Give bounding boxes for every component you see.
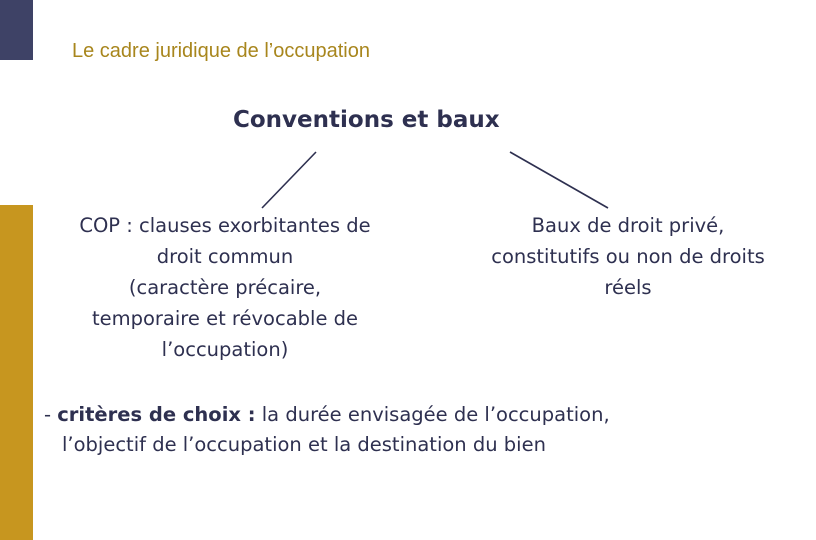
criteria-text: la durée envisagée de l’occupation, — [255, 403, 610, 426]
branch-baux-line: réels — [604, 276, 652, 299]
branch-cop — [60, 210, 390, 365]
branch-baux-line: Baux de droit privé, — [531, 214, 725, 237]
branch-cop-line: l’occupation) — [161, 338, 289, 361]
branch-baux-line: constitutifs ou non de droits — [491, 245, 765, 268]
connector-left — [262, 152, 316, 208]
branch-cop-line: droit commun — [156, 245, 294, 268]
branch-baux — [440, 210, 816, 303]
slide-header: Le cadre juridique de l’occupation — [72, 40, 370, 62]
criteria-text-line2: l’objectif de l’occupation et la destination du bien — [62, 433, 546, 456]
branch-cop-line: COP : clauses exorbitantes de — [79, 214, 371, 237]
branch-cop-line: temporaire et révocable de — [91, 307, 359, 330]
criteria-paragraph — [44, 400, 704, 460]
connector-right — [510, 152, 608, 208]
criteria-label: critères de choix : — [57, 403, 256, 426]
branch-cop-line: (caractère précaire, — [128, 276, 322, 299]
slide-title: Conventions et baux — [233, 107, 500, 133]
criteria-dash: - — [44, 403, 58, 426]
